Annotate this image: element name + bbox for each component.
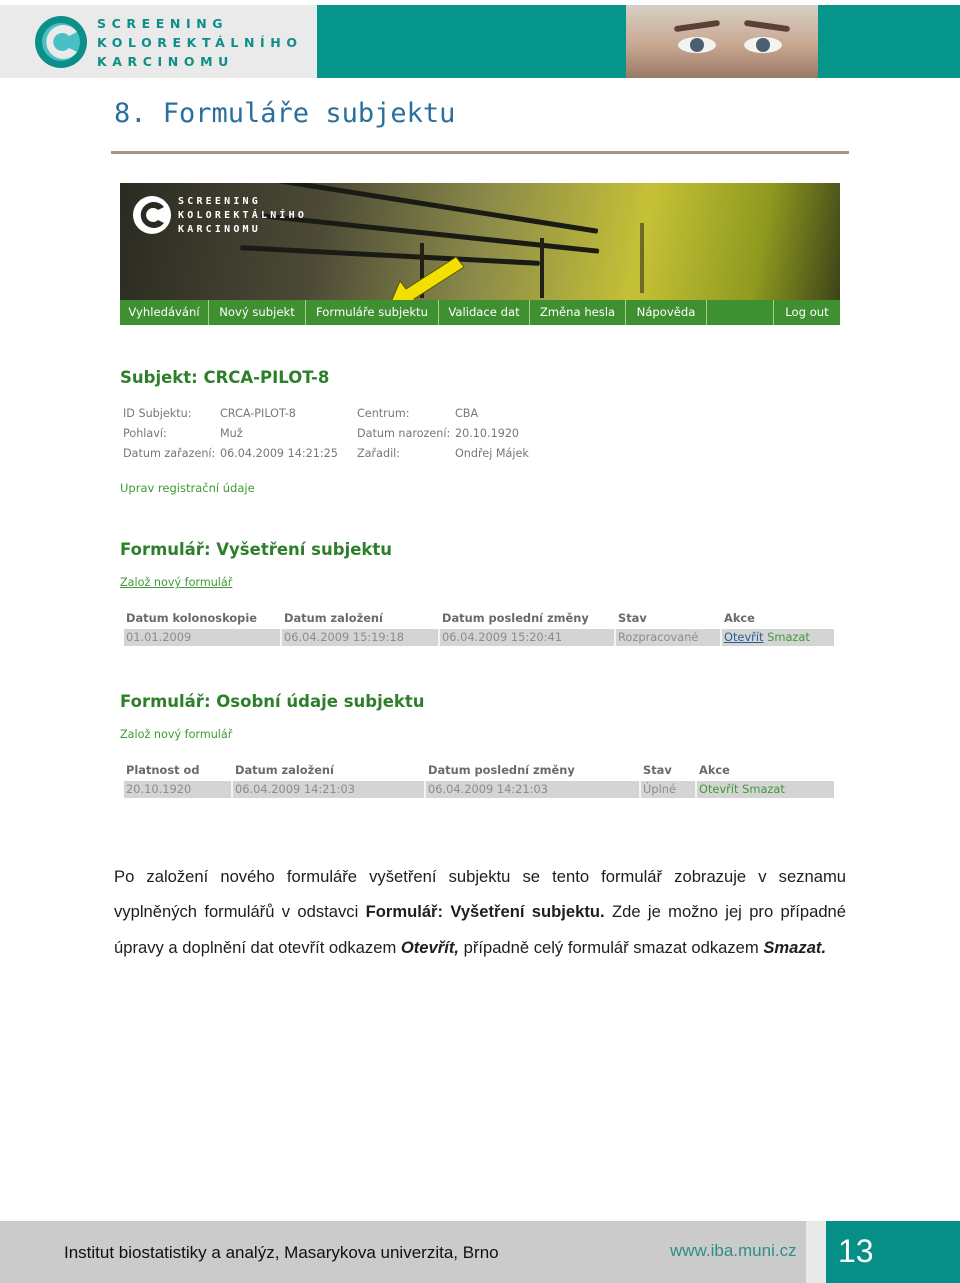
form2-cell-status: Úplné <box>641 781 697 798</box>
form2-cell-created: 06.04.2009 14:21:03 <box>233 781 426 798</box>
nav-item-validace-dat[interactable]: Validace dat <box>439 300 530 325</box>
app-logo-line-2: KOLOREKTÁLNÍHO <box>178 210 308 221</box>
form1-open-link[interactable]: Otevřít <box>724 630 764 644</box>
form2-col-3: Datum poslední změny <box>428 763 575 777</box>
info-id-label: ID Subjektu: <box>123 407 192 420</box>
form2-col-2: Datum založení <box>235 763 334 777</box>
edit-registration-link[interactable]: Uprav registrační údaje <box>120 481 255 495</box>
info-by-label: Zařadil: <box>357 447 401 460</box>
header-logo-line-1: SCREENING <box>97 16 229 31</box>
app-logo-text <box>178 195 307 237</box>
app-logo-line-3: KARCINOMU <box>178 224 261 235</box>
form2-table-row <box>124 781 834 798</box>
form1-cell-status: Rozpracované <box>616 629 722 646</box>
page-title: 8. Formuláře subjektu <box>114 98 456 129</box>
footer-stripe <box>806 1221 826 1283</box>
info-sex-value: Muž <box>220 427 243 440</box>
nav-item-log-out[interactable]: Log out <box>785 305 829 319</box>
form2-col-4: Stav <box>643 763 672 777</box>
info-birth-label: Datum narození: <box>357 427 451 440</box>
info-sex-label: Pohlaví: <box>123 427 167 440</box>
paragraph-text-2: Zde je možno jej pro případné úpravy a doplnění dat otevřít odkazem <box>114 902 847 957</box>
header-logo-line-3: KARCINOMU <box>97 54 234 69</box>
page-footer <box>0 1221 960 1283</box>
paragraph-text-1: Po založení nového formuláře vyšetření subjektu se tento formulář zobrazuje v seznamu vyplněných formulářů v odstavci <box>114 867 846 922</box>
app-banner <box>120 183 840 300</box>
form2-cell-actions <box>697 781 834 798</box>
info-by-value: Ondřej Májek <box>455 447 529 460</box>
header-logo-line-2: KOLOREKTÁLNÍHO <box>97 35 303 50</box>
form1-cell-actions <box>722 629 834 646</box>
form1-delete-link[interactable]: Smazat <box>767 630 810 644</box>
info-reg-label: Datum zařazení: <box>123 447 216 460</box>
paragraph-delete-term: Smazat. <box>763 937 827 957</box>
nav-item-novy-subjekt[interactable]: Nový subjekt <box>209 300 306 325</box>
header-logo-text <box>97 14 303 71</box>
form1-cell-date: 01.01.2009 <box>124 629 282 646</box>
nav-spacer <box>707 300 774 325</box>
form2-col-5: Akce <box>699 763 730 777</box>
form1-col-4: Stav <box>618 611 647 625</box>
app-nav-bar <box>120 300 840 325</box>
form1-col-3: Datum poslední změny <box>442 611 589 625</box>
form1-col-2: Datum založení <box>284 611 383 625</box>
form2-cell-changed: 06.04.2009 14:21:03 <box>426 781 641 798</box>
info-center-value: CBA <box>455 407 479 420</box>
form2-delete-link[interactable]: Smazat <box>742 782 785 796</box>
body-paragraph <box>114 859 846 965</box>
page-number: 13 <box>838 1233 874 1269</box>
page-header <box>0 0 960 78</box>
nav-item-formulare-subjektu[interactable]: Formuláře subjektu <box>306 300 439 325</box>
form1-cell-created: 06.04.2009 15:19:18 <box>282 629 440 646</box>
nav-item-vyhledavani[interactable]: Vyhledávání <box>120 300 209 325</box>
nav-item-napoveda[interactable]: Nápověda <box>626 300 707 325</box>
form2-heading: Formulář: Osobní údaje subjektu <box>120 692 425 711</box>
title-divider <box>111 151 849 154</box>
form2-new-link[interactable]: Založ nový formulář <box>120 728 233 741</box>
form1-col-1: Datum kolonoskopie <box>126 611 257 625</box>
app-logo-icon <box>131 194 173 236</box>
nav-item-zmena-hesla[interactable]: Změna hesla <box>530 300 626 325</box>
subject-heading: Subjekt: CRCA-PILOT-8 <box>120 368 330 387</box>
paragraph-open-term: Otevřít, <box>400 937 459 957</box>
paragraph-text-3: případně celý formulář smazat odkazem <box>458 937 764 957</box>
form2-col-1: Platnost od <box>126 763 200 777</box>
info-reg-value: 06.04.2009 14:21:25 <box>220 447 338 460</box>
screening-logo-icon <box>33 14 89 70</box>
form1-cell-changed: 06.04.2009 15:20:41 <box>440 629 616 646</box>
app-logo-line-1: SCREENING <box>178 196 261 207</box>
form2-open-link[interactable]: Otevřít <box>699 782 739 796</box>
info-center-label: Centrum: <box>357 407 410 420</box>
footer-url-link[interactable]: www.iba.muni.cz <box>670 1241 797 1260</box>
form1-heading: Formulář: Vyšetření subjektu <box>120 540 393 559</box>
info-id-value: CRCA-PILOT-8 <box>220 407 296 420</box>
footer-institute: Institut biostatistiky a analýz, Masarykova univerzita, Brno <box>64 1243 499 1262</box>
paragraph-bold-section: Formulář: Vyšetření subjektu. <box>365 902 605 922</box>
form1-table-row <box>124 629 834 646</box>
info-birth-value: 20.10.1920 <box>455 427 520 440</box>
header-eyes-photo <box>626 5 818 78</box>
form1-new-link[interactable]: Založ nový formulář <box>120 576 233 589</box>
form2-cell-valid-from: 20.10.1920 <box>124 781 233 798</box>
form1-col-5: Akce <box>724 611 755 625</box>
